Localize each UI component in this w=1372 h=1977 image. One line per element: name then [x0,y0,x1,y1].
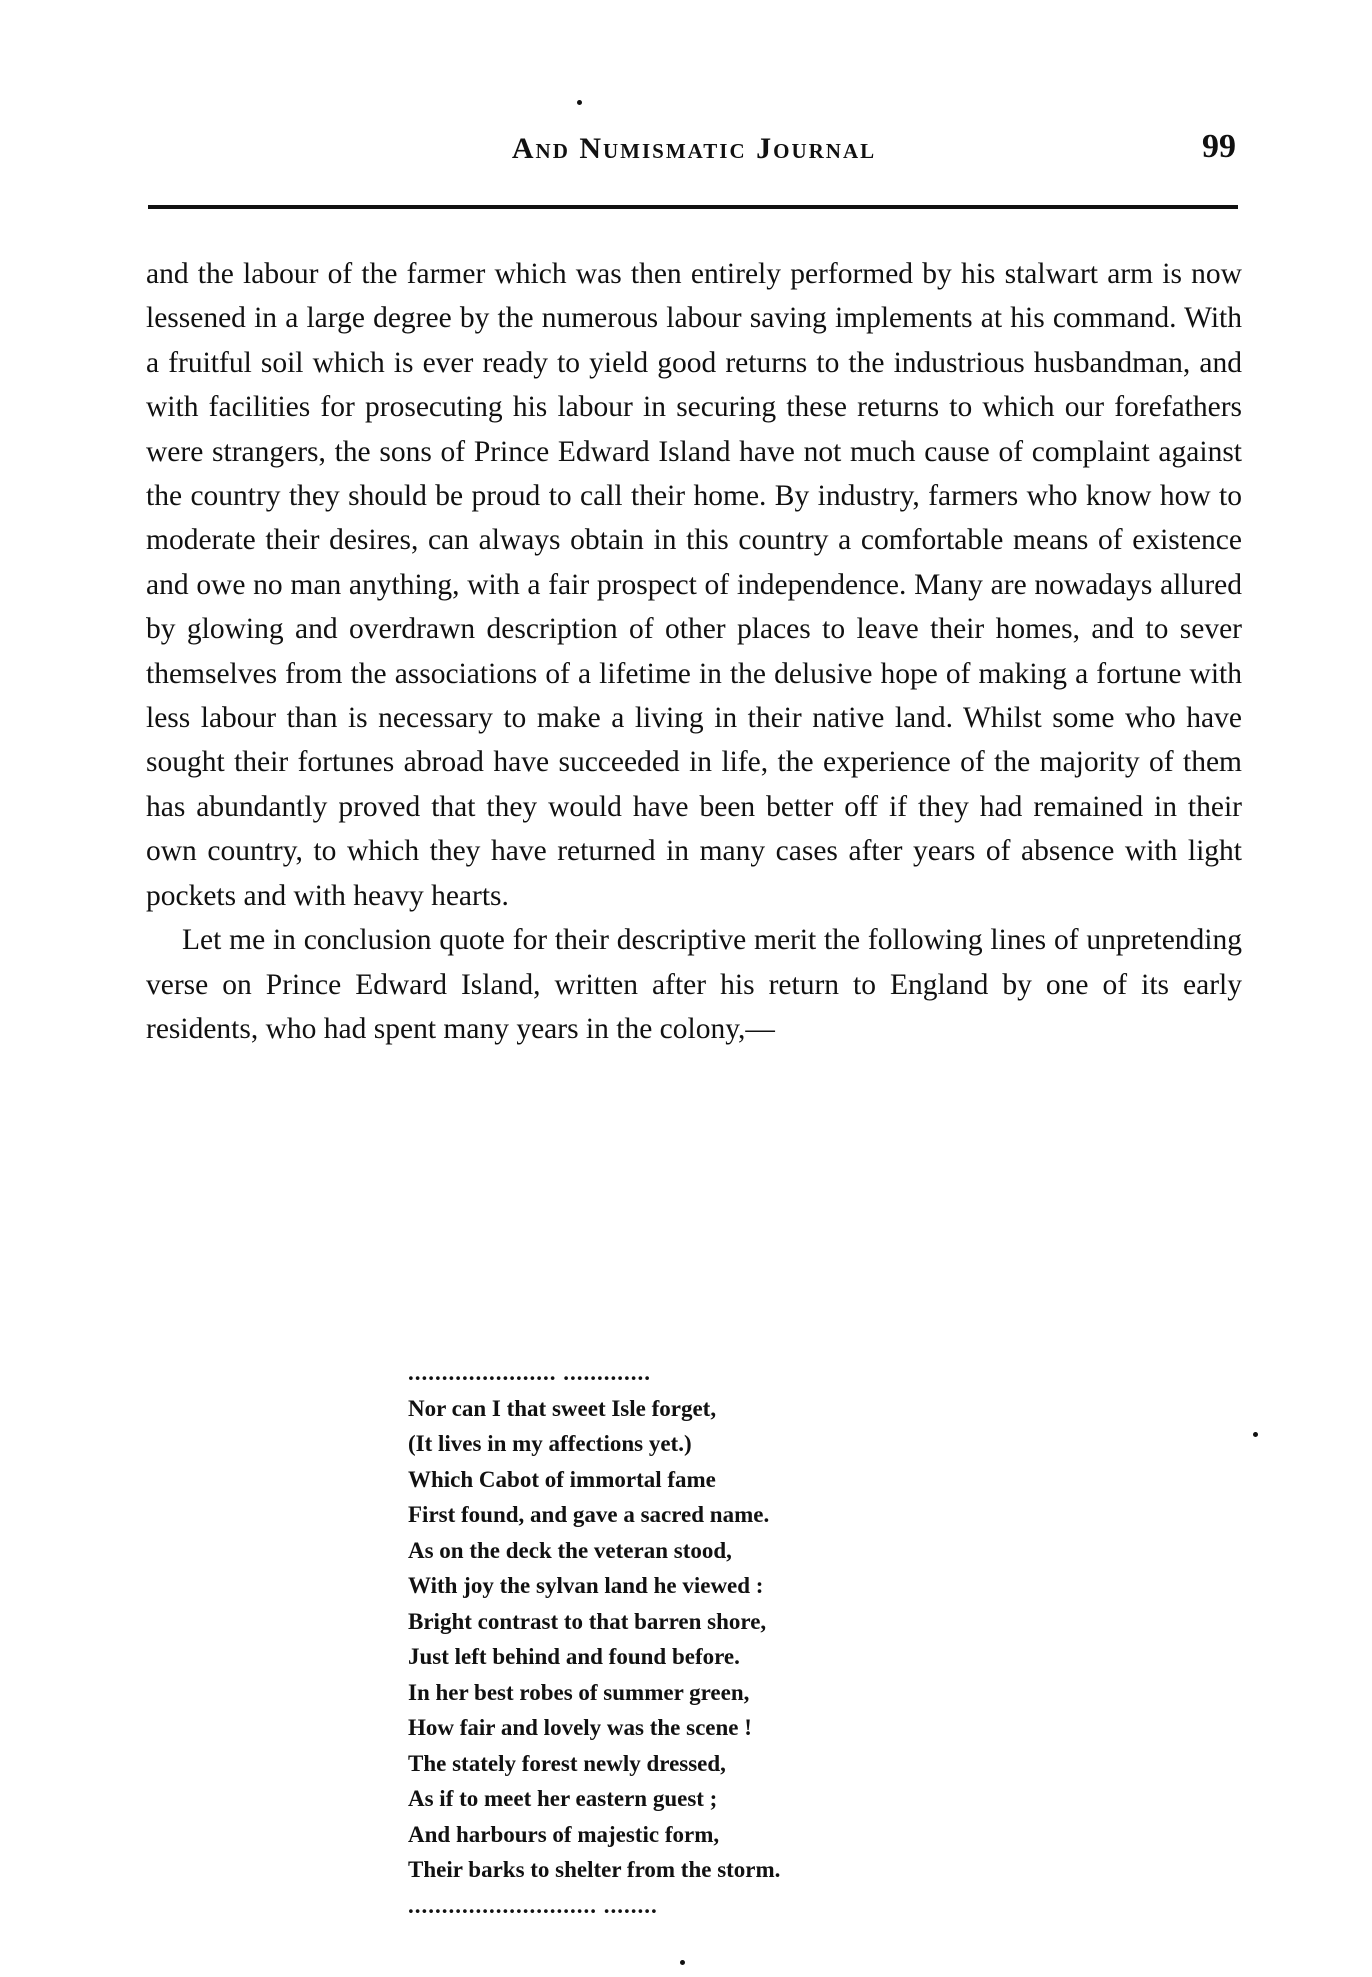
running-title: And Numismatic Journal [511,132,877,165]
page-header [148,128,1240,182]
page-number: 99 [1202,128,1236,165]
poem-line: How fair and lovely was the scene ! [408,1715,752,1740]
print-speck [680,1960,685,1965]
poem-line: And harbours of majestic form, [408,1821,720,1847]
poem-quotation [408,1355,968,1923]
poem-line: As if to meet her eastern guest ; [408,1786,718,1811]
poem-line: With joy the sylvan land he viewed : [408,1573,764,1598]
header-rule [148,205,1238,209]
print-speck [577,100,582,105]
poem-line: (It lives in my affections yet.) [408,1431,692,1456]
poem-leading-ellipsis: ...................... ............. [408,1360,651,1385]
poem-line: As on the deck the veteran stood, [408,1537,732,1563]
poem-line: Which Cabot of immortal fame [408,1466,716,1492]
print-speck [1253,1432,1258,1437]
poem-line: Just left behind and found before. [408,1644,740,1669]
poem-trailing-ellipsis: ............................ ........ [408,1892,658,1918]
poem-line: The stately forest newly dressed, [408,1750,726,1776]
paragraph-2: Let me in conclusion quote for their descriptive merit the following lines of unpretending verse on Prince Edward Island, written after his return to England by one of its early residents, who had spent many years in the colony,— [146,924,1242,1045]
poem-line: First found, and gave a sacred name. [408,1502,770,1527]
poem-line: Their barks to shelter from the storm. [408,1857,781,1882]
poem-line: In her best robes of summer green, [408,1679,750,1705]
body-text [146,252,1242,1051]
poem-line: Bright contrast to that barren shore, [408,1608,767,1634]
paragraph-1: and the labour of the farmer which was then entirely performed by his stalwart arm is now lessened in a large degree by the numerous labour saving implements at his command. With a fruitful soil which is ever ready to yield good returns to the industrious husbandman, and with facilities for prosecuting his labour in securing these returns to which our forefathers were strangers, the sons of Prince Edward Island have not much cause of complaint against the country they should be proud to call their home. By industry, farmers who know how to moderate their desires, can always obtain in this country a comfortable means of existence and owe no man anything, with a fair prospect of independence. Many are nowadays allured by glowing and overdrawn description of other places to leave their homes, and to sever themselves from the associations of a lifetime in the delusive hope of making a fortune with less labour than is necessary to make a living in their native land. Whilst some who have sought their fortunes abroad have succeeded in life, the experience of the majority of them has abundantly proved that they would have been better off if they had remained in their own country, to which they have returned in many cases after years of absence with light pockets and with heavy hearts. [146,258,1242,912]
poem-line: Nor can I that sweet Isle forget, [408,1395,717,1421]
